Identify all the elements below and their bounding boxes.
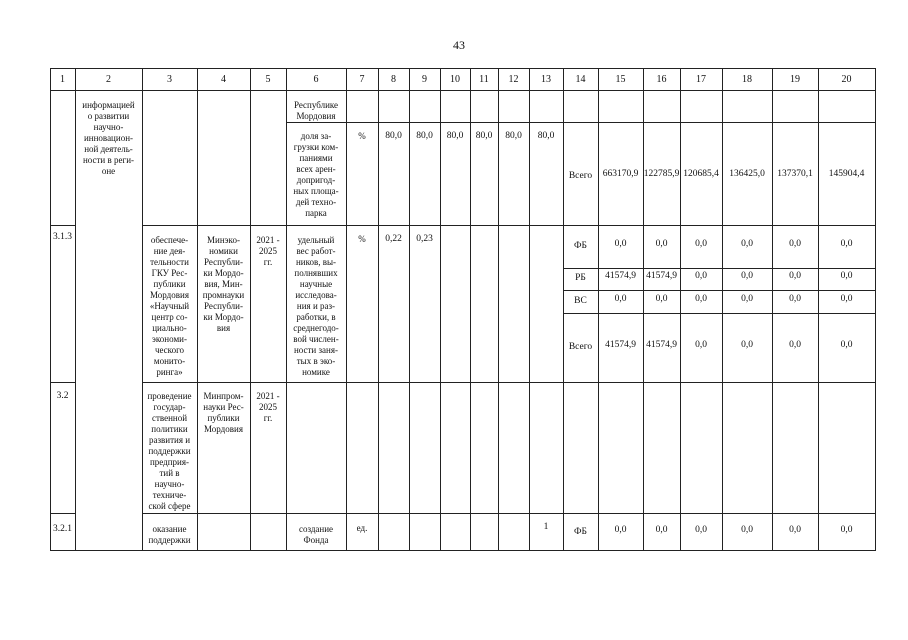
funding-amount: 0,0 bbox=[695, 239, 707, 249]
grid-line bbox=[50, 68, 876, 69]
funding-amount: 136425,0 bbox=[729, 169, 765, 179]
grid-line bbox=[50, 513, 76, 514]
funding-source: Всего bbox=[568, 342, 593, 352]
measure-name: оказание поддержки bbox=[148, 524, 191, 545]
indicator-value: 1 bbox=[543, 522, 549, 532]
row-number: 3.1.3 bbox=[53, 232, 72, 242]
column-header: 17 bbox=[696, 74, 706, 85]
column-header: 12 bbox=[508, 74, 519, 85]
column-header: 11 bbox=[479, 74, 489, 85]
indicator-value: 80,0 bbox=[446, 131, 464, 141]
column-header: 7 bbox=[359, 74, 365, 85]
grid-line bbox=[250, 68, 251, 551]
column-header: 1 bbox=[60, 74, 65, 85]
grid-line bbox=[680, 68, 681, 551]
executor-cell: Минэко- номики Республи- ки Мордо- вия, Мин- промнауки Республи- ки Мордо- вия bbox=[202, 235, 245, 333]
column-header: 15 bbox=[615, 74, 626, 85]
funding-source: ВС bbox=[574, 296, 587, 306]
funding-amount: 0,0 bbox=[695, 294, 707, 304]
column-header: 20 bbox=[841, 74, 852, 85]
grid-line bbox=[563, 68, 564, 551]
grid-line bbox=[286, 122, 876, 123]
measure-name: проведение государ- ственной политики развития и поддержки предприя- тий в научно- техниче- ской сфере bbox=[147, 391, 192, 511]
funding-amount: 0,0 bbox=[840, 271, 853, 281]
funding-amount: 41574,9 bbox=[646, 271, 677, 281]
funding-amount: 0,0 bbox=[741, 525, 753, 535]
indicator-value: 80,0 bbox=[505, 131, 522, 141]
indicator-value: 80,0 bbox=[537, 131, 555, 141]
funding-source: РБ bbox=[575, 273, 586, 283]
funding-amount: 41574,9 bbox=[646, 340, 677, 350]
column-header: 9 bbox=[422, 74, 427, 85]
funding-amount: 0,0 bbox=[695, 340, 707, 350]
funding-amount: 0,0 bbox=[655, 239, 668, 249]
indicator-name: доля за- грузки ком- паниями всех арен- допригод- ных площа- дей техно- парка bbox=[293, 131, 339, 218]
indicator-value: 80,0 bbox=[416, 131, 433, 141]
funding-amount: 145904,4 bbox=[828, 169, 865, 179]
grid-line bbox=[142, 225, 876, 226]
column-header: 13 bbox=[541, 74, 551, 85]
grid-line bbox=[598, 68, 599, 551]
funding-amount: 122785,9 bbox=[643, 169, 680, 179]
column-header: 16 bbox=[656, 74, 667, 85]
funding-amount: 0,0 bbox=[840, 525, 853, 535]
indicator-value: 0,22 bbox=[385, 234, 402, 244]
indicator-value: 80,0 bbox=[385, 131, 402, 141]
funding-amount: 0,0 bbox=[741, 340, 753, 350]
funding-amount: 0,0 bbox=[655, 525, 668, 535]
funding-source: ФБ bbox=[574, 527, 587, 537]
funding-amount: 0,0 bbox=[789, 340, 801, 350]
funding-source: Всего bbox=[568, 171, 593, 181]
measure-description: информацией о развитии научно- инновацион- ной деятель- ности в реги- оне bbox=[82, 100, 135, 176]
unit-cell: % bbox=[358, 234, 366, 244]
column-header: 3 bbox=[167, 74, 172, 85]
grid-line bbox=[50, 90, 876, 91]
grid-line bbox=[142, 382, 876, 383]
funding-source: ФБ bbox=[574, 241, 587, 251]
funding-amount: 0,0 bbox=[614, 294, 627, 304]
executor-cell: Минпром- науки Рес- публики Мордовия bbox=[203, 391, 244, 434]
period-cell: 2021 - 2025 гг. bbox=[256, 235, 280, 267]
period-cell: 2021 - 2025 гг. bbox=[256, 391, 280, 423]
grid-line bbox=[643, 68, 644, 551]
funding-amount: 0,0 bbox=[741, 239, 753, 249]
funding-amount: 0,0 bbox=[840, 239, 853, 249]
funding-amount: 0,0 bbox=[789, 239, 801, 249]
row-number: 3.2 bbox=[56, 391, 69, 401]
grid-line bbox=[50, 225, 76, 226]
indicator-name: создание Фонда bbox=[298, 524, 334, 545]
funding-amount: 0,0 bbox=[741, 294, 753, 304]
funding-amount: 0,0 bbox=[695, 525, 707, 535]
unit-cell: ед. bbox=[356, 523, 368, 533]
grid-line bbox=[722, 68, 723, 551]
indicator-value: 80,0 bbox=[475, 131, 493, 141]
grid-line bbox=[875, 68, 876, 551]
funding-amount: 0,0 bbox=[789, 271, 801, 281]
column-header: 10 bbox=[450, 74, 460, 85]
grid-line bbox=[818, 68, 819, 551]
region-cell: Республике Мордовия bbox=[293, 100, 339, 121]
column-header: 2 bbox=[106, 74, 111, 85]
indicator-name: удельный вес работ- ников, вы- полнявших научные исследова- ния и раз- работки, в среднегодо- вой числен- ности заня- тых в эко- номике bbox=[293, 235, 339, 377]
funding-amount: 0,0 bbox=[695, 271, 707, 281]
column-header: 18 bbox=[742, 74, 752, 85]
grid-line bbox=[142, 513, 876, 514]
indicator-value: 0,23 bbox=[416, 234, 433, 244]
column-header: 6 bbox=[313, 74, 319, 85]
funding-amount: 0,0 bbox=[840, 340, 853, 350]
funding-amount: 41574,9 bbox=[605, 340, 636, 350]
funding-amount: 0,0 bbox=[655, 294, 668, 304]
grid-line bbox=[50, 68, 51, 551]
column-header: 8 bbox=[391, 74, 396, 85]
funding-amount: 41574,9 bbox=[605, 271, 636, 281]
column-header: 5 bbox=[265, 74, 271, 85]
funding-amount: 0,0 bbox=[614, 239, 627, 249]
grid-line bbox=[563, 313, 876, 314]
column-header: 4 bbox=[221, 74, 226, 85]
funding-amount: 120685,4 bbox=[683, 169, 719, 179]
funding-amount: 0,0 bbox=[840, 294, 853, 304]
funding-amount: 0,0 bbox=[741, 271, 753, 281]
row-number: 3.2.1 bbox=[53, 524, 72, 534]
page-number: 43 bbox=[453, 38, 465, 52]
column-header: 14 bbox=[575, 74, 586, 85]
funding-amount: 663170,9 bbox=[602, 169, 639, 179]
grid-line bbox=[772, 68, 773, 551]
grid-line bbox=[563, 268, 876, 269]
measure-name: обеспече- ние дея- тельности ГКУ Рес- публики Мордовия «Научный центр со- циально- экономи- ческого монито- ринга» bbox=[149, 235, 190, 377]
grid-line bbox=[50, 382, 76, 383]
grid-line bbox=[50, 550, 876, 551]
funding-amount: 0,0 bbox=[614, 525, 627, 535]
funding-amount: 137370,1 bbox=[777, 169, 813, 179]
funding-amount: 0,0 bbox=[789, 294, 801, 304]
column-header: 19 bbox=[790, 74, 800, 85]
funding-amount: 0,0 bbox=[789, 525, 801, 535]
unit-cell: % bbox=[358, 131, 366, 141]
grid-line bbox=[563, 290, 876, 291]
